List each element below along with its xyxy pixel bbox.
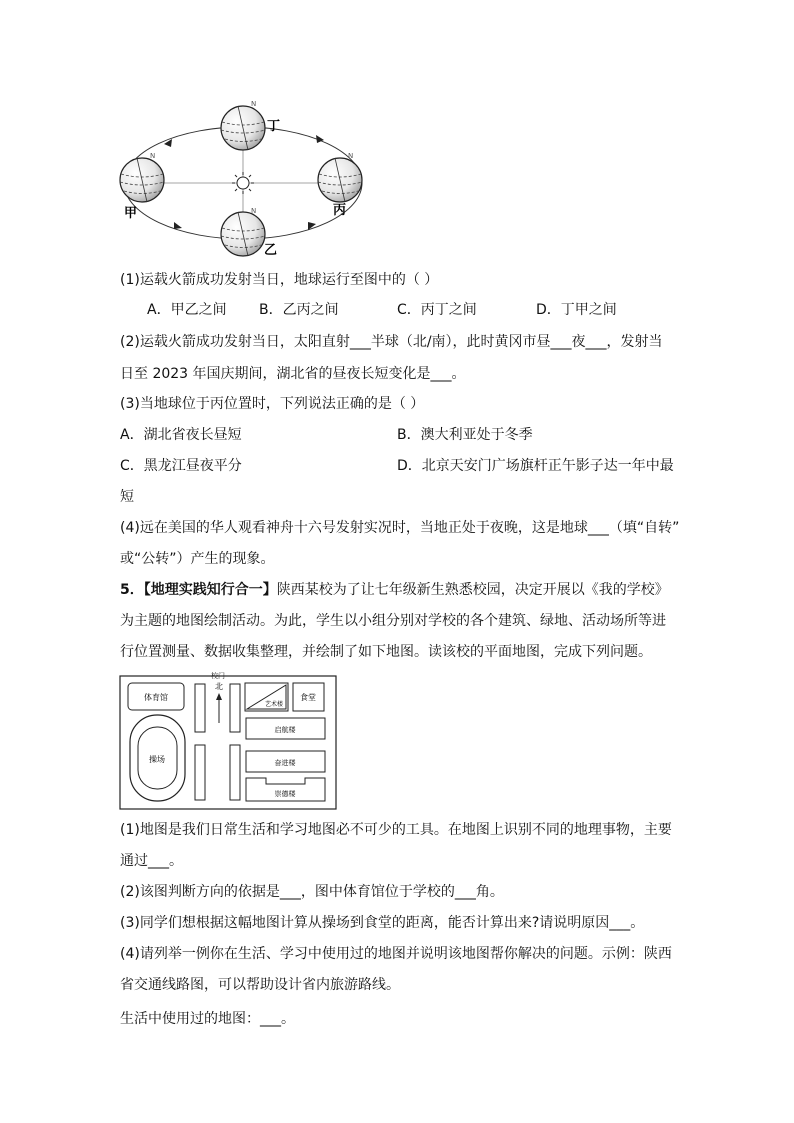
svg-text:N: N: [150, 152, 156, 160]
earth-orbit-diagram: [112, 92, 372, 260]
q5-number: 5．: [120, 582, 144, 598]
road-strip: [230, 745, 240, 800]
canteen-label: 食堂: [300, 693, 316, 702]
q4-sub2-line2: 日至 2023 年国庆期间，湖北省的昼夜长短变化是___。: [120, 366, 466, 382]
gym-label: 体育馆: [144, 693, 168, 702]
q4-sub2-line1: (2)运载火箭成功发射当日，太阳直射___半球（北/南），此时黄冈市昼___夜___，发射当: [120, 334, 663, 350]
orbit-arrow-bottom-left: [174, 222, 182, 229]
school-map: [119, 671, 339, 811]
q4-sub3-option-d-cont: 短: [120, 489, 134, 505]
q5-line3: 行位置测量、数据收集整理，并绘制了如下地图。读该校的平面地图，完成下列问题。: [120, 644, 652, 660]
road-strip: [195, 745, 205, 800]
earth-yi-globe: [221, 207, 265, 256]
q4-sub3-option-b: B．澳大利亚处于冬季: [397, 427, 533, 443]
earth-ding-globe: [221, 100, 265, 150]
q5-sub1-line1: (1)地图是我们日常生活和学习地图必不可少的工具。在地图上识别不同的地理事物，主要: [120, 822, 672, 838]
earth-bing-globe: [318, 152, 362, 202]
q4-sub1-stem: (1)运载火箭成功发射当日，地球运行至图中的（ ）: [120, 272, 439, 288]
q5-sub2: (2)该图判断方向的依据是___，图中体育馆位于学校的___角。: [120, 884, 504, 900]
qihang-label: 启航楼: [274, 726, 296, 734]
svg-text:N: N: [251, 207, 257, 215]
chongde-label: 崇德楼: [274, 790, 296, 798]
label-ding: 丁: [267, 119, 281, 134]
fenjin-label: 奋进楼: [274, 759, 296, 767]
svg-text:N: N: [348, 152, 354, 160]
q5-line1-rest: 陕西某校为了让七年级新生熟悉校园，决定开展以《我的学校》: [276, 582, 669, 598]
gate-label: 校门: [211, 672, 225, 680]
q5-line2: 为主题的地图绘制活动。为此，学生以小组分别对学校的各个建筑、绿地、活动场所等进: [120, 613, 666, 629]
q4-sub1-option-d: D．丁甲之间: [536, 302, 617, 318]
q4-sub3-option-d: D．北京天安门广场旗杆正午影子达一年中最: [397, 458, 674, 474]
north-label: 北: [215, 682, 223, 691]
q4-sub3-option-a: A．湖北省夜长昼短: [120, 427, 242, 443]
label-bing: 丙: [333, 203, 347, 218]
q4-sub4-line1: (4)远在美国的华人观看神舟十六号发射实况时，当地正处于夜晚，这是地球___（填“自转”: [120, 520, 680, 536]
q5-tag: 【地理实践知行合一】: [143, 582, 277, 598]
q4-sub1-option-a: A．甲乙之间: [147, 302, 227, 318]
label-yi: 乙: [264, 243, 278, 258]
road-strip: [195, 684, 205, 732]
svg-text:N: N: [251, 100, 257, 108]
q5-sub1-line2: 通过___。: [120, 853, 183, 869]
q5-sub5: 生活中使用过的地图：___。: [120, 1011, 295, 1027]
q4-sub1-option-b: B．乙丙之间: [259, 302, 339, 318]
q5-sub3: (3)同学们想根据这幅地图计算从操场到食堂的距离，能否计算出来?请说明原因___。: [120, 915, 645, 931]
art-label: 艺术楼: [264, 701, 284, 708]
road-strip: [230, 684, 240, 732]
q4-sub4-line2: 或“公转”）产生的现象。: [120, 551, 275, 567]
q4-sub3-option-c: C．黑龙江昼夜平分: [120, 458, 242, 474]
playground-label: 操场: [149, 755, 165, 764]
q5-sub4-line2: 省交通线路图，可以帮助设计省内旅游路线。: [120, 977, 400, 993]
q4-sub3-stem: (3)当地球位于丙位置时，下列说法正确的是（ ）: [120, 396, 425, 412]
label-jia: 甲: [124, 206, 138, 221]
q4-sub1-option-c: C．丙丁之间: [397, 302, 477, 318]
q5-sub4-line1: (4)请列举一例你在生活、学习中使用过的地图并说明该地图帮你解决的问题。示例：陕西: [120, 946, 672, 962]
earth-jia-globe: [120, 152, 164, 202]
q5-line1: [120, 580, 669, 600]
